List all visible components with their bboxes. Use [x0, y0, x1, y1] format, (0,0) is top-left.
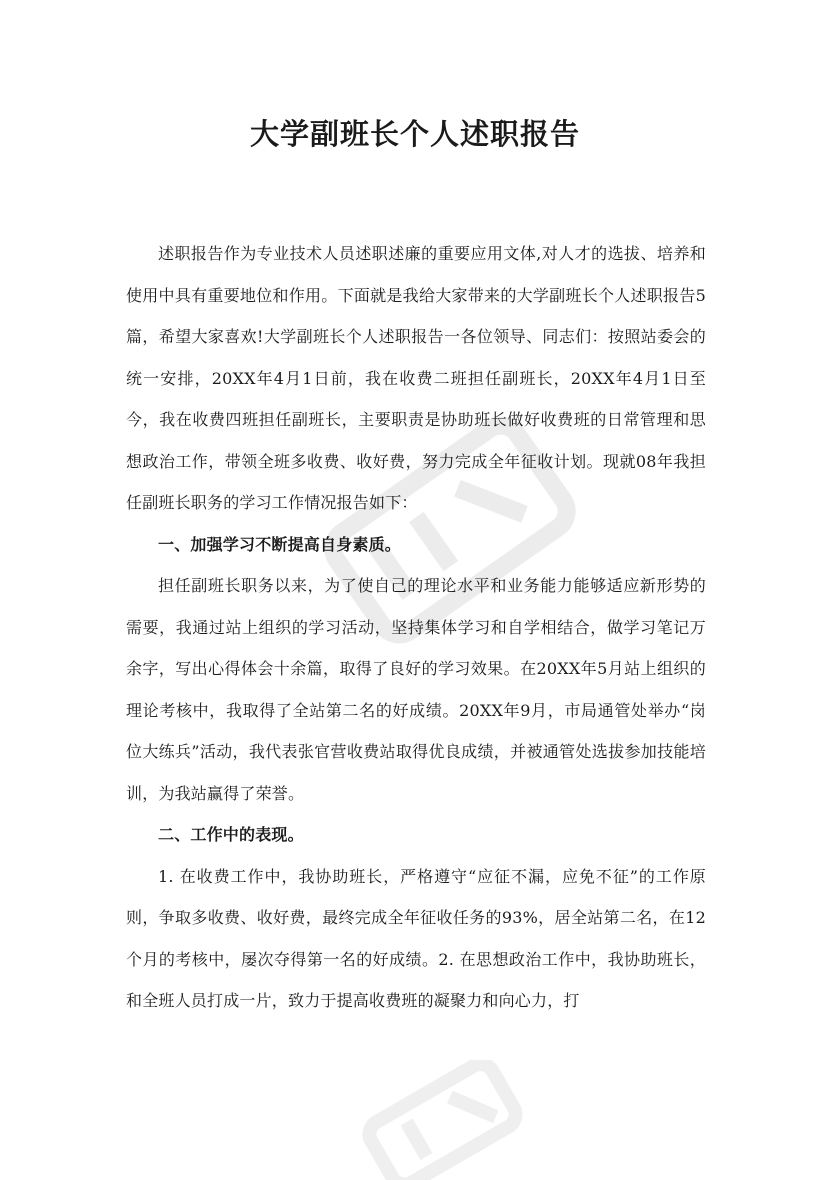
watermark-bottom-icon: [340, 1060, 540, 1180]
section-heading-2: 二、工作中的表现。: [158, 825, 304, 844]
section-1-paragraph: 担任副班长职务以来，为了使自己的理论水平和业务能力能够适应新形势的需要，我通过站上组织的学习活动，坚持集体学习和自学相结合，做学习笔记万余字，写出心得体会十余篇，取得了良好的学习效果。在20XX年5月站上组织的理论考核中，我取得了全站第二名的好成绩。20XX年9月，市局通管处举办“岗位大练兵”活动，我代表张官营收费站取得优良成绩，并被通管处选拔参加技能培训，为我站赢得了荣誉。: [126, 576, 706, 803]
document-title: 大学副班长个人述职报告: [249, 117, 580, 151]
document-body: [126, 233, 706, 1022]
section-2-paragraph: 1. 在收费工作中，我协助班长，严格遵守“应征不漏，应免不征”的工作原则，争取多收费、收好费，最终完成全年征收任务的93%，居全站第二名，在12个月的考核中，屡次夺得第一名的好成绩。2. 在思想政治工作中，我协助班长，和全班人员打成一片，致力于提高收费班的凝聚力和向心力，打: [126, 866, 706, 1010]
section-heading-1: 一、加强学习不断提高自身素质。: [158, 534, 402, 554]
intro-paragraph: 述职报告作为专业技术人员述职述廉的重要应用文体,对人才的选拔、培养和使用中具有重要地位和作用。下面就是我给大家带来的大学副班长个人述职报告5篇，希望大家喜欢!大学副班长个人述职报告一各位领导、同志们：按照站委会的统一安排，20XX年4月1日前，我在收费二班担任副班长，20XX年4月1日至今，我在收费四班担任副班长，主要职责是协助班长做好收费班的日常管理和思想政治工作，带领全班多收费、收好费，努力完成全年征收计划。现就08年我担任副班长职务的学习工作情况报告如下：: [126, 244, 706, 512]
